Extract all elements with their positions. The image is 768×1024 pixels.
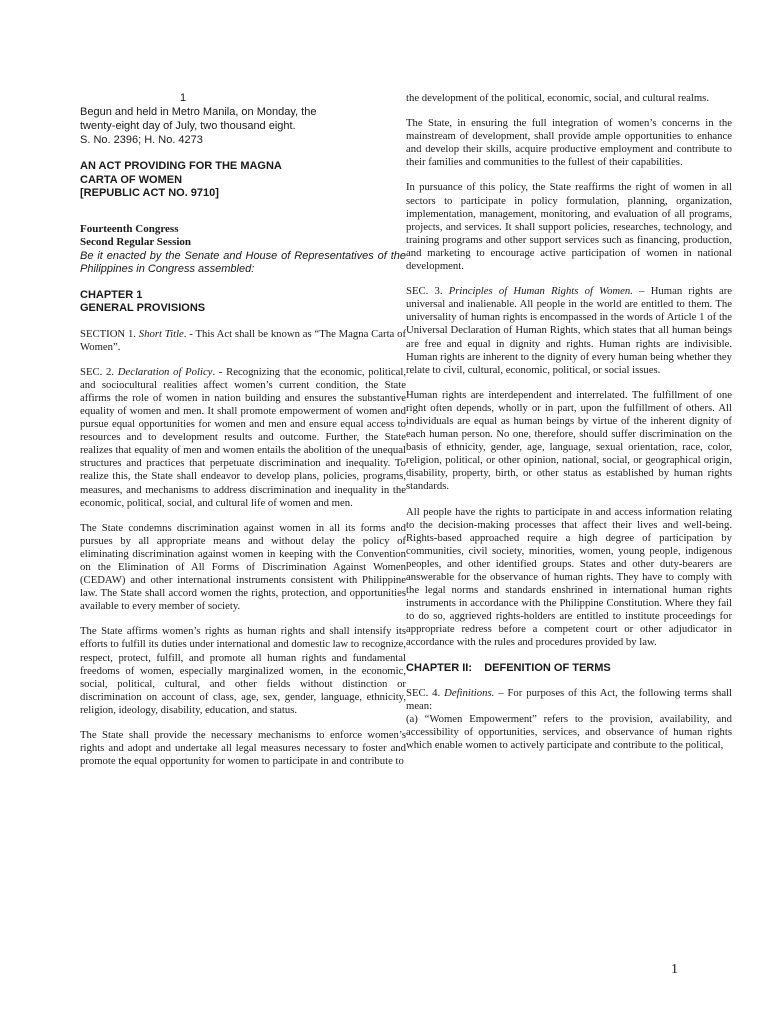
section-title: Declaration of Policy [117, 365, 213, 378]
section-label: SEC. 3. [406, 285, 443, 298]
paragraph-affirms: The State affirms women’s rights as human rights and shall intensify its efforts to fulfill its duties under international and domestic law to recognize, respect, protect, fulfill, and promote all human rights and fundamental freedoms of women, especially marginalized women, in the economic, social, political, cultural, and other fields without distinction or discrimination on account of class, age, sex, gender, language, ethnicity, religion, ideology, disability, education, and status. [80, 625, 406, 716]
chapter-line: GENERAL PROVISIONS [80, 302, 206, 314]
intro-line: S. No. 2396; H. No. 4273 [80, 134, 203, 146]
paragraph-all-people: All people have the rights to participate in and access information relating to the decision-making processes that affect their lives and well-being. Rights-based approached require a high degree of participation by communities, civil society, minorities, women, young people, indigenous peoples, and other identified groups. States and other duty-bearers are answerable for the observance of human rights. They have to comply with the legal norms and standards enshrined in international human rights instruments in accordance with the Philippine Constitution. Where they fail to do so, aggrieved rights-holders are entitled to institute proceedings for appropriate redress before a competent court or other adjudicator in accordance with the rules and procedures provided by law. [406, 505, 732, 649]
section-title: Short Title [138, 327, 184, 340]
section-body: . - Recognizing that the economic, political, and sociocultural realities affect women’s current condition, the State affirms the role of women in nation building and ensures the substantive equality of women and men. It shall promote empowerment of women and pursue equal opportunities for women and men and ensure equal access to resources and to development results and outcome. Further, the State realizes that equality of men and women entails the abolition of the unequal structures and practices that perpetuate discrimination and inequality. To realize this, the State shall endeavor to develop plans, policies, programs, measures, and mechanisms to address discrimination and inequality in the economic, political, social, and cultural life of women and men. [80, 365, 406, 509]
chapter-2-heading: CHAPTER II: DEFENITION OF TERMS [406, 661, 611, 674]
section-2 [80, 366, 406, 510]
enacting-clause: Be it enacted by the Senate and House of Representatives of the Philippines in Congress assembled: [80, 249, 406, 275]
section-label: SEC. 2. [80, 365, 115, 378]
session-intro [80, 105, 406, 147]
chapter-line: CHAPTER 1 [80, 288, 143, 301]
chapter-1-heading [80, 289, 406, 316]
section-label: SEC. 4. [406, 687, 441, 700]
section-body: – Human rights are universal and inalienable. All people in the world are entitled to them. The universality of human rights is encompassed in the words of Article 1 of the Universal Declaration of Human Rights, which states that all human beings are free and equal in dignity and rights. Human rights are indivisible. Human rights are inherent to the dignity of every human being whether they relate to civil, cultural, economic, political, or social issues. [406, 285, 732, 376]
section-3 [406, 285, 732, 377]
section-4 [406, 687, 732, 713]
intro-line: Begun and held in Metro Manila, on Monday, the [80, 106, 317, 118]
definition-a: (a) “Women Empowerment” refers to the provision, availability, and accessibility of opportunities, services, and observance of human rights which enable women to actively participate and contribute to the political, [406, 713, 732, 752]
right-column [406, 92, 732, 765]
section-body: – For purposes of this Act, the following terms shall mean: [406, 687, 733, 713]
congress-heading: Fourteenth Congress [80, 222, 179, 235]
section-label: SECTION 1. [80, 327, 136, 340]
paragraph-pursuance: In pursuance of this policy, the State reaffirms the right of women in all sectors to participate in policy formulation, planning, organization, implementation, management, monitoring, and evaluation of all programs, projects, and services. It shall support policies, researches, technology, and training programs and other support services such as financing, production, and marketing to encourage active participation of women in national development. [406, 181, 732, 273]
act-title-line: CARTA OF WOMEN [80, 173, 183, 186]
left-column [80, 92, 406, 780]
session-heading: Second Regular Session [80, 236, 192, 248]
bottom-page-number: 1 [671, 962, 678, 977]
act-title-line: [REPUBLIC ACT NO. 9710] [80, 187, 219, 199]
act-title-line: AN ACT PROVIDING FOR THE MAGNA [80, 160, 282, 172]
paragraph-ensuring: The State, in ensuring the full integration of women’s concerns in the mainstream of development, shall provide ample opportunities to enhance and develop their skills, acquire productive employment and contribute to their families and communities to the fullest of their capabilities. [406, 117, 732, 169]
section-title: Principles of Human Rights of Women. [448, 285, 633, 298]
section-title: Definitions. [444, 687, 495, 700]
paragraph-condemns: The State condemns discrimination against women in all its forms and pursues by all appropriate means and without delay the policy of eliminating discrimination against women in keeping with the Convention on the Elimination of All Forms of Discrimination Against Women (CEDAW) and other international instruments consistent with Philippine law. The State shall accord women the rights, protection, and opportunities available to every member of society. [80, 521, 406, 613]
section-body: . - This Act shall be known as “The Magna Carta of Women”. [80, 327, 407, 353]
paragraph-provide: The State shall provide the necessary mechanisms to enforce women’s rights and adopt and undertake all legal measures necessary to foster and promote the equal opportunity for women to participate in and contribute to [80, 729, 406, 768]
top-page-number: 1 [180, 92, 187, 104]
section-1 [80, 328, 406, 354]
paragraph-continued: the development of the political, economic, social, and cultural realms. [406, 92, 710, 104]
intro-line: twenty-eight day of July, two thousand eight. [80, 120, 296, 132]
paragraph-interdependent: Human rights are interdependent and interrelated. The fulfillment of one right often depends, wholly or in part, upon the fulfillment of others. All individuals are equal as human beings by virtue of the inherent dignity of each human person. No one, therefore, should suffer discrimination on the basis of ethnicity, gender, age, language, sexual orientation, race, color, religion, political, or other opinion, national, social, or geographical origin, disability, property, birth, or other status as established by human rights standards. [406, 388, 732, 493]
act-title [80, 160, 406, 201]
